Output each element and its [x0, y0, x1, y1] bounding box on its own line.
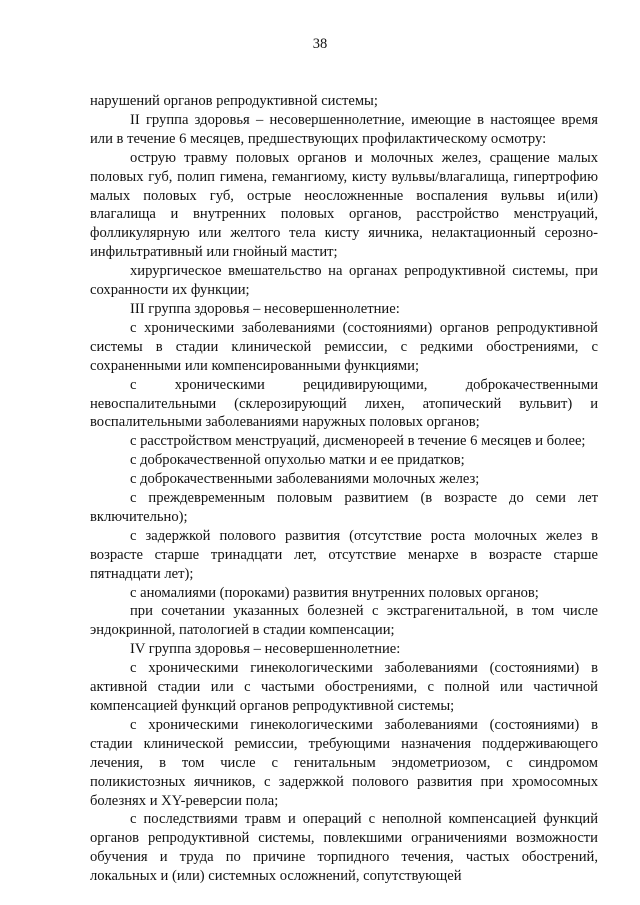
paragraph: при сочетании указанных болезней с экстрагенитальной, в том числе эндокринной, патологией в стадии компенсации;	[90, 603, 598, 639]
paragraph: II группа здоровья – несовершеннолетние, имеющие в настоящее время или в течение 6 месяцев, предшествующих профилактическому осмотру:	[90, 111, 598, 147]
paragraph: с доброкачественными заболеваниями молочных желез;	[130, 471, 480, 488]
paragraph: хирургическое вмешательство на органах репродуктивной системы, при сохранности их функции;	[90, 263, 598, 299]
page-number: 38	[312, 36, 328, 52]
paragraph: нарушений органов репродуктивной системы;	[90, 93, 378, 109]
paragraph: с преждевременным половым развитием (в возрасте до семи лет включительно);	[90, 490, 598, 525]
paragraph: IV группа здоровья – несовершеннолетние:	[130, 641, 401, 658]
paragraph: с хроническими заболеваниями (состояниями) органов репродуктивной системы в стадии клинической ремиссии, с редкими обострениями, с сохраненными или компенсированными функциями;	[90, 319, 598, 374]
paragraph: с хроническими гинекологическими заболеваниями (состояниями) в стадии клинической ремиссии, требующими назначения поддерживающего лечения, в том числе с генитальным эндометриозом, с синдромом поликистозных яичников, с задержкой полового развития при хромосомных болезнях и XY-реверсии пола;	[90, 716, 598, 809]
paragraph: III группа здоровья – несовершеннолетние:	[130, 300, 400, 317]
paragraph: с аномалиями (пороками) развития внутренних половых органов;	[130, 584, 539, 601]
paragraph: с задержкой полового развития (отсутствие роста молочных желез в возрасте старше тринадцати лет, отсутствие менархе в возрасте старше пятнадцати лет);	[90, 527, 598, 582]
paragraph: с расстройством менструаций, дисменореей в течение 6 месяцев и более;	[130, 433, 586, 450]
paragraph: острую травму половых органов и молочных желез, сращение малых половых губ, полип гимена, гемангиому, кисту вульвы/влагалища, гипертрофию малых половых губ, острые неосложненные воспаления вульвы и(или) влагалища и внутренних половых органов, расстройство менструаций, фолликулярную или желтого тела кисту яичника, нелактационный серозно-инфильтративный или гнойный мастит;	[90, 149, 598, 261]
paragraph: с хроническими гинекологическими заболеваниями (состояниями) в активной стадии или с частыми обострениями, с полной или частичной компенсацией функций органов репродуктивной системы;	[90, 660, 598, 714]
paragraph: с доброкачественной опухолью матки и ее придатков;	[130, 452, 465, 469]
document-body	[90, 92, 598, 886]
paragraph: с последствиями травм и операций с неполной компенсацией функций органов репродуктивной системы, повлекшими ограничениями возможности обучения и труда по причине торпидного течения, частых обострений, локальных и (или) системных осложнений, сопутствующей	[90, 811, 598, 885]
paragraph: с хроническими рецидивирующими, доброкачественными невоспалительными (склерозирующий лихен, атопический вульвит) и воспалительными заболеваниями наружных половых органов;	[90, 376, 598, 431]
